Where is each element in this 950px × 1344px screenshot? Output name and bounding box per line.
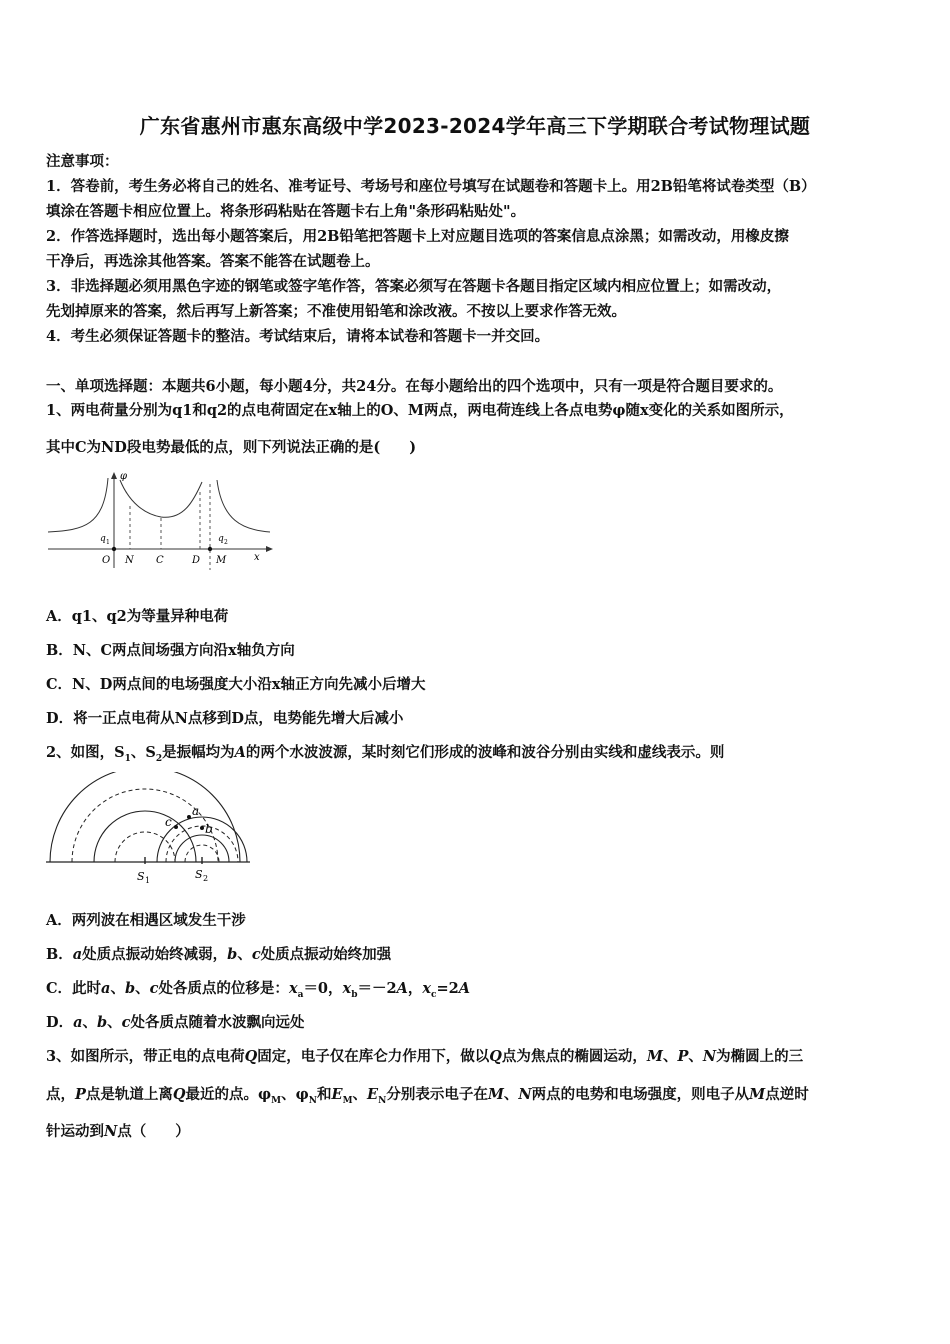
d-label: D [192,555,201,566]
notice-line: 2．作答选择题时，选出每小题答案后，用2B铅笔把答题卡上对应题目选项的答案信息点涂黑；如需改动，用橡皮擦 [46,228,789,245]
q2-label: q [218,534,224,544]
q2-option-a: A．两列波在相遇区域发生干涉 [46,912,246,929]
q3-stem-line3: 针运动到N点（ ） [46,1123,190,1140]
q2-option-b: B．a处质点振动始终减弱，b、c处质点振动始终加强 [46,946,392,963]
q2-option-d: D．a、b、c处各质点随着水波飘向远处 [46,1014,305,1031]
q2-sub: 2 [224,539,228,546]
q1-option-b: B．N、C两点间场强方向沿x轴负方向 [46,642,295,659]
notice-line: 4．考生必须保证答题卡的整洁。考试结束后，请将本试卷和答题卡一并交回。 [46,328,550,345]
point-b-label: b [205,822,213,836]
q3-stem-line2: 点，P点是轨道上离Q最近的点。$\varphi_M$、$\varphi_N$和$E_M$、$E_N$分别表示电子在M、N两点的电势和电场强度，则电子从M点逆时 [46,1086,809,1106]
s2-sub: 2 [203,874,209,883]
q1-sub: 1 [106,539,110,546]
c-label: C [156,555,164,566]
page-title: 广东省惠州市惠东高级中学2023-2024学年高三下学期联合考试物理试题 [139,114,811,138]
s1-label: S [137,870,145,883]
notice-line: 3．非选择题必须用黑色字迹的钢笔或签字笔作答，答案必须写在答题卡各题目指定区域内相应位置上；如需改动， [46,278,782,295]
o-label: O [102,555,111,566]
phi-label: φ [120,471,128,482]
s1-sub: 1 [145,876,151,885]
q3-stem-line1: 3、如图所示，带正电的点电荷Q固定，电子仅在库仑力作用下，做以Q点为焦点的椭圆运动，M、P、N为椭圆上的三 [46,1048,804,1065]
point-c-label: c [165,815,172,829]
q1-stem: 1、两电荷量分别为q1和q2的点电荷固定在x轴上的O、M两点，两电荷连线上各点电势φ随x变化的关系如图所示， [46,402,794,419]
q2-option-c: C．此时a、b、c处各质点的位移是：$x_a=0$，$x_b=-2A$，$x_c=2A$ [46,980,470,1000]
m-label: M [216,555,227,566]
q1-option-d: D．将一正点电荷从N点移到D点，电势能先增大后减小 [46,710,404,727]
point-a-label: a [192,804,200,818]
section-heading: 一、单项选择题：本题共6小题，每小题4分，共24分。在每小题给出的四个选项中，只有一项是符合题目要求的。 [46,378,783,395]
x-label: x [254,552,260,563]
notice-line: 干净后，再选涂其他答案。答案不能答在试题卷上。 [46,253,380,270]
notice-line: 填涂在答题卡相应位置上。将条形码粘贴在答题卡右上角"条形码粘贴处"。 [46,203,526,220]
q1-option-a: A．q1、q2为等量异种电荷 [46,608,229,625]
q1-potential-graph [44,468,276,572]
q1-label: q [100,534,106,544]
q2-stem: 2、如图，$S_1$、$S_2$是振幅均为A的两个水波波源，某时刻它们形成的波峰和波谷分别由实线和虚线表示。则 [46,744,725,764]
notice-heading: 注意事项： [46,153,119,170]
notice-line: 1．答卷前，考生务必将自己的姓名、准考证号、考场号和座位号填写在试题卷和答题卡上。用2B铅笔将试卷类型（B） [46,178,816,195]
notice-line: 先划掉原来的答案，然后再写上新答案；不准使用铅笔和涂改液。不按以上要求作答无效。 [46,303,626,320]
n-label: N [125,555,134,566]
q2-wave-diagram [44,772,254,888]
q1-option-c: C．N、D两点间的电场强度大小沿x轴正方向先减小后增大 [46,676,426,693]
q1-stem: 其中C为ND段电势最低的点，则下列说法正确的是( ) [46,439,417,456]
s2-label: S [195,868,203,881]
